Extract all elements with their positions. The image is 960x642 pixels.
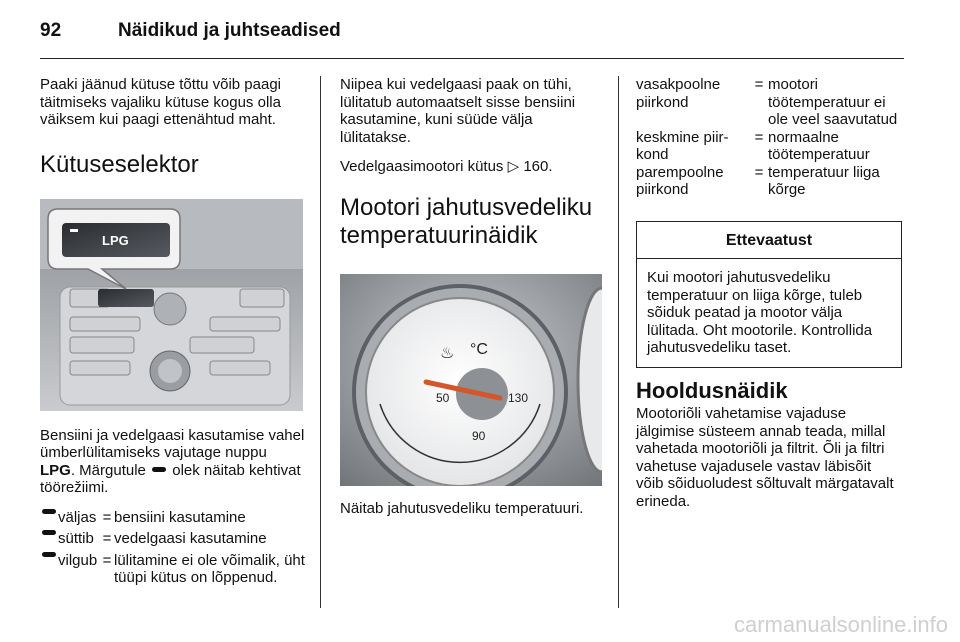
gauge-tick-label: 130 [508, 390, 529, 405]
legend-row: väljas = bensiini kasutamine [40, 509, 305, 527]
gauge-tick-label: 90 [472, 428, 486, 443]
watermark: carmanualsonline.info [733, 612, 948, 637]
column-left [40, 76, 305, 591]
lpg-fuel-reference: Vedelgaasimootori kütus ▷ 160. [340, 158, 553, 175]
page-number: 92 [40, 20, 62, 41]
page-header [40, 16, 341, 46]
column-right [636, 76, 902, 522]
legend-row: vilgub = lülitamine ei ole võimalik, üht tüüpi kütus on lõppenud. [40, 552, 305, 587]
temperature-legend [636, 76, 902, 199]
service-indicator-paragraph: Mootoriõli vahetamise vajaduse jälgimise süsteem annab teada, millal vahetada mootoriõli ja filtrit. Õli ja filtri vahetuse vajadusele vastav läbisõit võib sõiduoludest sõltuvalt märgatavalt erineda. [636, 405, 894, 510]
section-heading-coolant-gauge: Mootori jahutusvedeliku temperatuurinäidik [340, 193, 593, 249]
page-title: Näidikud ja juhtseadised [118, 20, 341, 41]
indicator-light-icon [152, 467, 166, 472]
lpg-button-label: LPG [102, 232, 129, 248]
temperature-legend-row: keskmine piirkond = normaalne töötemperatuur [636, 128, 870, 163]
coolant-gauge-photo [340, 274, 602, 486]
temperature-legend-row: vasakpoolne piirkond = mootori töötemperatuur ei ole veel saavutatud [636, 76, 898, 128]
caution-title: Ettevaatust [637, 222, 901, 260]
lpg-bold-label: LPG [40, 461, 71, 479]
column-divider [618, 76, 619, 608]
indicator-light-icon [42, 530, 56, 535]
lpg-button-photo [40, 199, 303, 411]
indicator-light-icon [42, 552, 56, 557]
fuel-selector-description: Bensiini ja vedelgaasi kasutamise vahel ümberlülitamiseks vajutage nuppu LPG. Märgutule olek näitab kehtivat töörežiimi. [40, 426, 305, 496]
gauge-unit: °C [470, 340, 488, 358]
indicator-legend [40, 509, 305, 587]
lpg-empty-paragraph: Niipea kui vedelgaasi paak on tühi, lülitatub automaatselt sisse bensiini kasutamine, kuni süüde välja lülitatakse. [340, 76, 576, 146]
page-ref-link[interactable]: 160 [523, 158, 549, 175]
coolant-temp-icon: ♨ [440, 342, 455, 362]
caution-box [636, 221, 902, 368]
section-heading-service-indicator: Hooldusnäidik [636, 377, 788, 403]
gauge-caption: Näitab jahutusvedeliku temperatuuri. [340, 499, 584, 517]
column-divider [320, 76, 321, 608]
temperature-legend-row: parempoolne piirkond = temperatuur liiga kõrge [636, 163, 880, 198]
caution-text: Kui mootori jahutusvedeliku temperatuur on liiga kõrge, tuleb sõiduk peatad ja mootor välja lülitada. Oht mootorile. Kontrollida jahutusvedeliku taset. [647, 269, 873, 356]
gauge-tick-label: 50 [436, 390, 450, 405]
indicator-light-icon [42, 509, 56, 514]
column-middle [340, 76, 602, 529]
page-ref-arrow-icon: ▷ [507, 158, 520, 175]
header-rule [40, 58, 904, 59]
intro-paragraph: Paaki jäänud kütuse tõttu võib paagi täitmiseks vajaliku kütuse kogus olla väiksem kui paagi ettenähtud maht. [40, 76, 282, 128]
section-heading-fuel-selector: Kütuseselektor [40, 150, 199, 178]
legend-row: süttib = vedelgaasi kasutamine [40, 530, 305, 548]
